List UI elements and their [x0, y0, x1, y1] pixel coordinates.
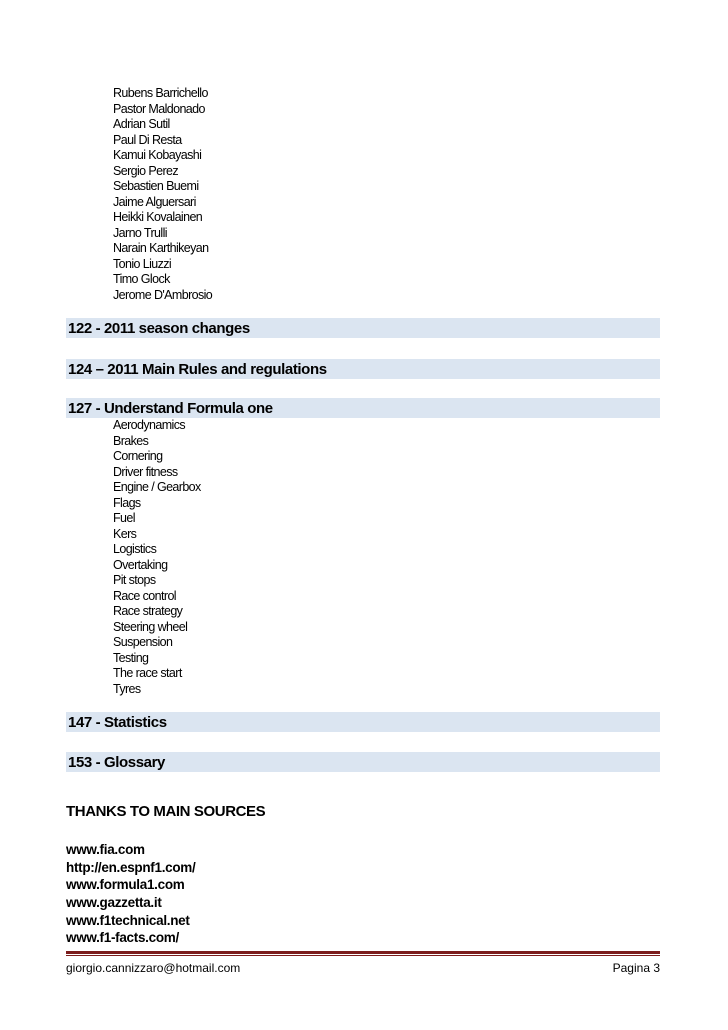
list-item: Driver fitness — [113, 464, 178, 479]
list-item: Overtaking — [113, 557, 168, 572]
section-heading-statistics: 147 - Statistics — [66, 712, 660, 732]
source-link[interactable]: www.formula1.com — [66, 877, 185, 893]
list-item: Pit stops — [113, 573, 156, 587]
source-link[interactable]: www.f1technical.net — [66, 912, 190, 928]
topic-list — [113, 418, 201, 697]
section-heading-glossary: 153 - Glossary — [66, 752, 660, 772]
list-item: Brakes — [113, 433, 149, 448]
sources-list — [66, 841, 195, 947]
section-heading-season-changes: 122 - 2011 season changes — [66, 318, 660, 338]
list-item: Sebastien Buemi — [113, 179, 199, 193]
footer-divider — [66, 951, 660, 954]
list-item: Timo Glock — [113, 272, 170, 286]
list-item: Testing — [113, 650, 149, 665]
list-item: Jerome D'Ambrosio — [113, 287, 213, 302]
list-item: Kamui Kobayashi — [113, 148, 202, 162]
list-item: Jarno Trulli — [113, 225, 167, 240]
list-item: Flags — [113, 495, 141, 510]
source-link[interactable]: www.f1-facts.com/ — [66, 930, 179, 946]
footer-divider-thin — [66, 955, 660, 956]
sources-heading: THANKS TO MAIN SOURCES — [66, 803, 266, 820]
section-heading-rules: 124 – 2011 Main Rules and regulations — [66, 359, 660, 379]
list-item: Paul Di Resta — [113, 132, 182, 147]
list-item: Fuel — [113, 511, 135, 525]
list-item: Cornering — [113, 449, 163, 463]
list-item: Logistics — [113, 542, 157, 556]
list-item: Kers — [113, 526, 137, 541]
source-link[interactable]: www.gazzetta.it — [66, 895, 162, 911]
source-link[interactable]: www.fia.com — [66, 842, 145, 857]
list-item: Aerodynamics — [113, 418, 185, 432]
section-heading-understand: 127 - Understand Formula one — [66, 398, 660, 418]
list-item: Race control — [113, 588, 176, 603]
list-item: Heikki Kovalainen — [113, 210, 203, 224]
list-item: Steering wheel — [113, 619, 188, 634]
list-item: Tonio Liuzzi — [113, 256, 172, 271]
source-link[interactable]: http://en.espnf1.com/ — [66, 859, 196, 875]
list-item: Pastor Maldonado — [113, 101, 205, 116]
list-item: Narain Karthikeyan — [113, 241, 209, 255]
list-item: Tyres — [113, 681, 141, 696]
list-item: Suspension — [113, 635, 173, 649]
footer-page-number: Pagina 3 — [612, 961, 660, 975]
list-item: Race strategy — [113, 604, 183, 618]
list-item: The race start — [113, 666, 182, 680]
list-item: Rubens Barrichello — [113, 86, 208, 100]
footer-email: giorgio.cannizzaro@hotmail.com — [66, 961, 241, 975]
list-item: Sergio Perez — [113, 163, 179, 178]
list-item: Adrian Sutil — [113, 117, 170, 131]
list-item: Jaime Alguersari — [113, 194, 196, 209]
driver-list — [113, 86, 212, 303]
list-item: Engine / Gearbox — [113, 480, 201, 494]
